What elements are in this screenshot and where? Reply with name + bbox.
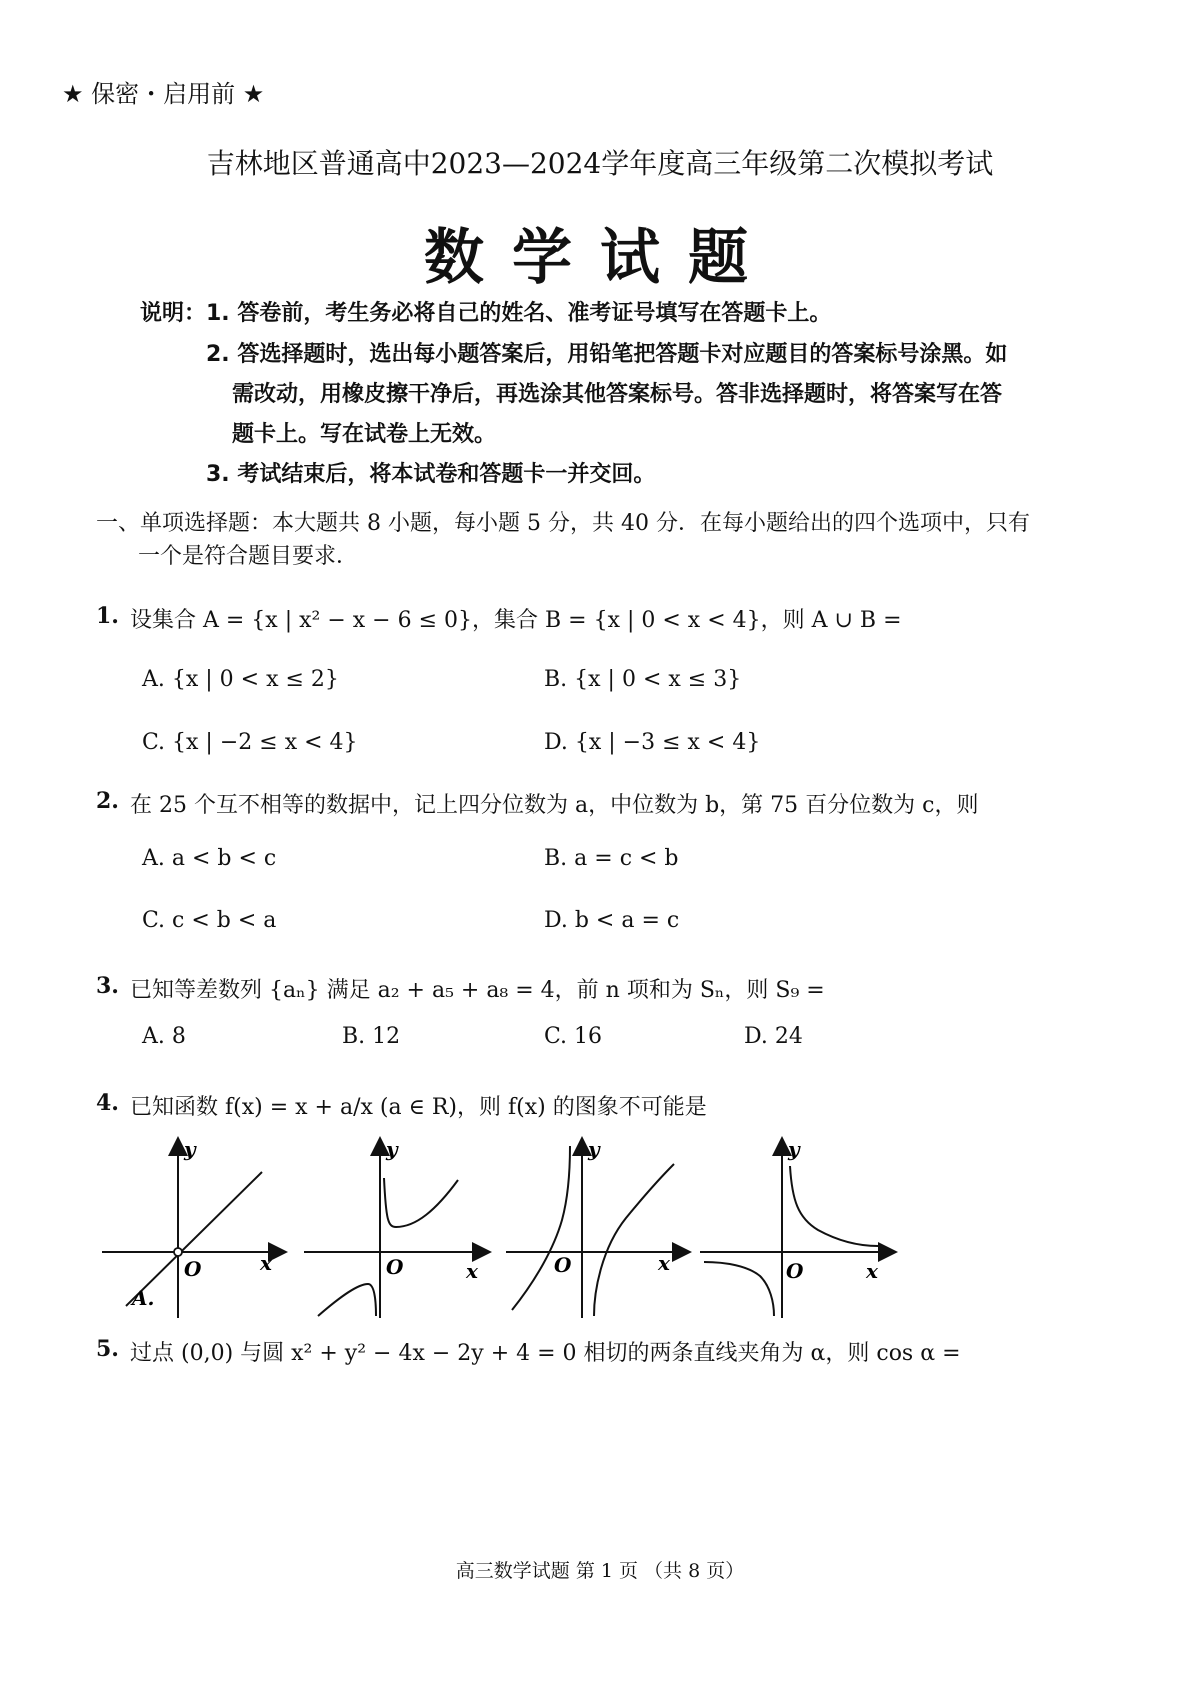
subject-title: 数学试题 (424, 223, 776, 293)
question-number: 5. (96, 1336, 119, 1362)
x-label: x (466, 1259, 478, 1283)
section-heading: 一、单项选择题：本大题共 8 小题，每小题 5 分，共 40 分．在每小题给出的四个选项中，只有 (96, 511, 1030, 536)
option-c: C. 16 (544, 1024, 603, 1049)
function-graphs (96, 1130, 916, 1330)
option-b: B. 12 (342, 1024, 401, 1049)
curve (318, 1284, 376, 1316)
question-number: 3. (96, 973, 119, 999)
curve (704, 1262, 774, 1316)
question-stem: 过点 (0,0) 与圆 x² + y² − 4x − 2y + 4 = 0 相切的两条直线夹角为 α，则 cos α = (130, 1341, 961, 1366)
y-label: y (386, 1137, 398, 1161)
origin-label: O (786, 1259, 804, 1283)
option-c: C. {x | −2 ≤ x < 4} (142, 730, 358, 755)
origin-label: O (554, 1253, 572, 1277)
x-label: x (658, 1251, 670, 1275)
instruction-item: 2. 答选择题时，选出每小题答案后，用铅笔把答题卡对应题目的答案标号涂黑。如 (206, 342, 1008, 367)
question-number: 1. (96, 603, 119, 629)
option-a: A. 8 (142, 1024, 186, 1049)
question-stem: 已知等差数列 {aₙ} 满足 a₂ + a₅ + a₈ = 4，前 n 项和为 Sₙ，则 S₉ = (130, 978, 825, 1003)
option-c: C. c < b < a (142, 908, 277, 933)
curve (790, 1166, 878, 1246)
curve (594, 1164, 674, 1316)
question-number: 4. (96, 1090, 119, 1116)
option-d: D. b < a = c (544, 908, 680, 933)
option-a: A. {x | 0 < x ≤ 2} (142, 667, 339, 692)
curve (512, 1146, 570, 1310)
graph-b (304, 1137, 488, 1318)
origin-label: O (386, 1255, 404, 1279)
option-d: D. {x | −3 ≤ x < 4} (544, 730, 761, 755)
instruction-item: 需改动，用橡皮擦干净后，再选涂其他答案标号。答非选择题时，将答案写在答 (232, 382, 1003, 407)
section-heading-cont: 一个是符合题目要求． (138, 544, 359, 569)
curve (384, 1178, 458, 1227)
y-label: y (788, 1137, 800, 1161)
instruction-item: 题卡上。写在试卷上无效。 (232, 422, 497, 447)
question-stem: 设集合 A = {x | x² − x − 6 ≤ 0}，集合 B = {x | 0 < x < 4}，则 A ∪ B = (130, 608, 902, 633)
origin-label: O (184, 1257, 202, 1281)
question-number: 2. (96, 788, 119, 814)
x-label: x (260, 1251, 272, 1275)
instructions-label: 说明： (140, 301, 207, 326)
option-b: B. a = c < b (544, 846, 679, 871)
y-label: y (184, 1137, 196, 1161)
option-b: B. {x | 0 < x ≤ 3} (544, 667, 742, 692)
graph-d (700, 1137, 894, 1318)
instruction-item: 1. 答卷前，考生务必将自己的姓名、准考证号填写在答题卡上。 (206, 301, 832, 326)
option-a: A. a < b < c (142, 846, 277, 871)
question-stem: 已知函数 f(x) = x + a/x (a ∈ R)，则 f(x) 的图象不可能是 (130, 1095, 707, 1120)
option-d: D. 24 (744, 1024, 803, 1049)
exam-title: 吉林地区普通高中2023—2024学年度高三年级第二次模拟考试 (206, 147, 994, 180)
graph-a (102, 1137, 284, 1318)
graph-c (506, 1137, 688, 1318)
graph-a-label: A. (132, 1286, 155, 1310)
instruction-item: 3. 考试结束后，将本试卷和答题卡一并交回。 (206, 462, 656, 487)
question-stem: 在 25 个互不相等的数据中，记上四分位数为 a，中位数为 b，第 75 百分位数为 c，则 (130, 793, 979, 818)
y-label: y (588, 1137, 600, 1161)
x-label: x (866, 1259, 878, 1283)
confidential-mark: ★ 保密・启用前 ★ (62, 80, 265, 108)
hollow-point (174, 1248, 182, 1256)
page-footer: 高三数学试题 第 1 页 （共 8 页） (455, 1560, 745, 1582)
